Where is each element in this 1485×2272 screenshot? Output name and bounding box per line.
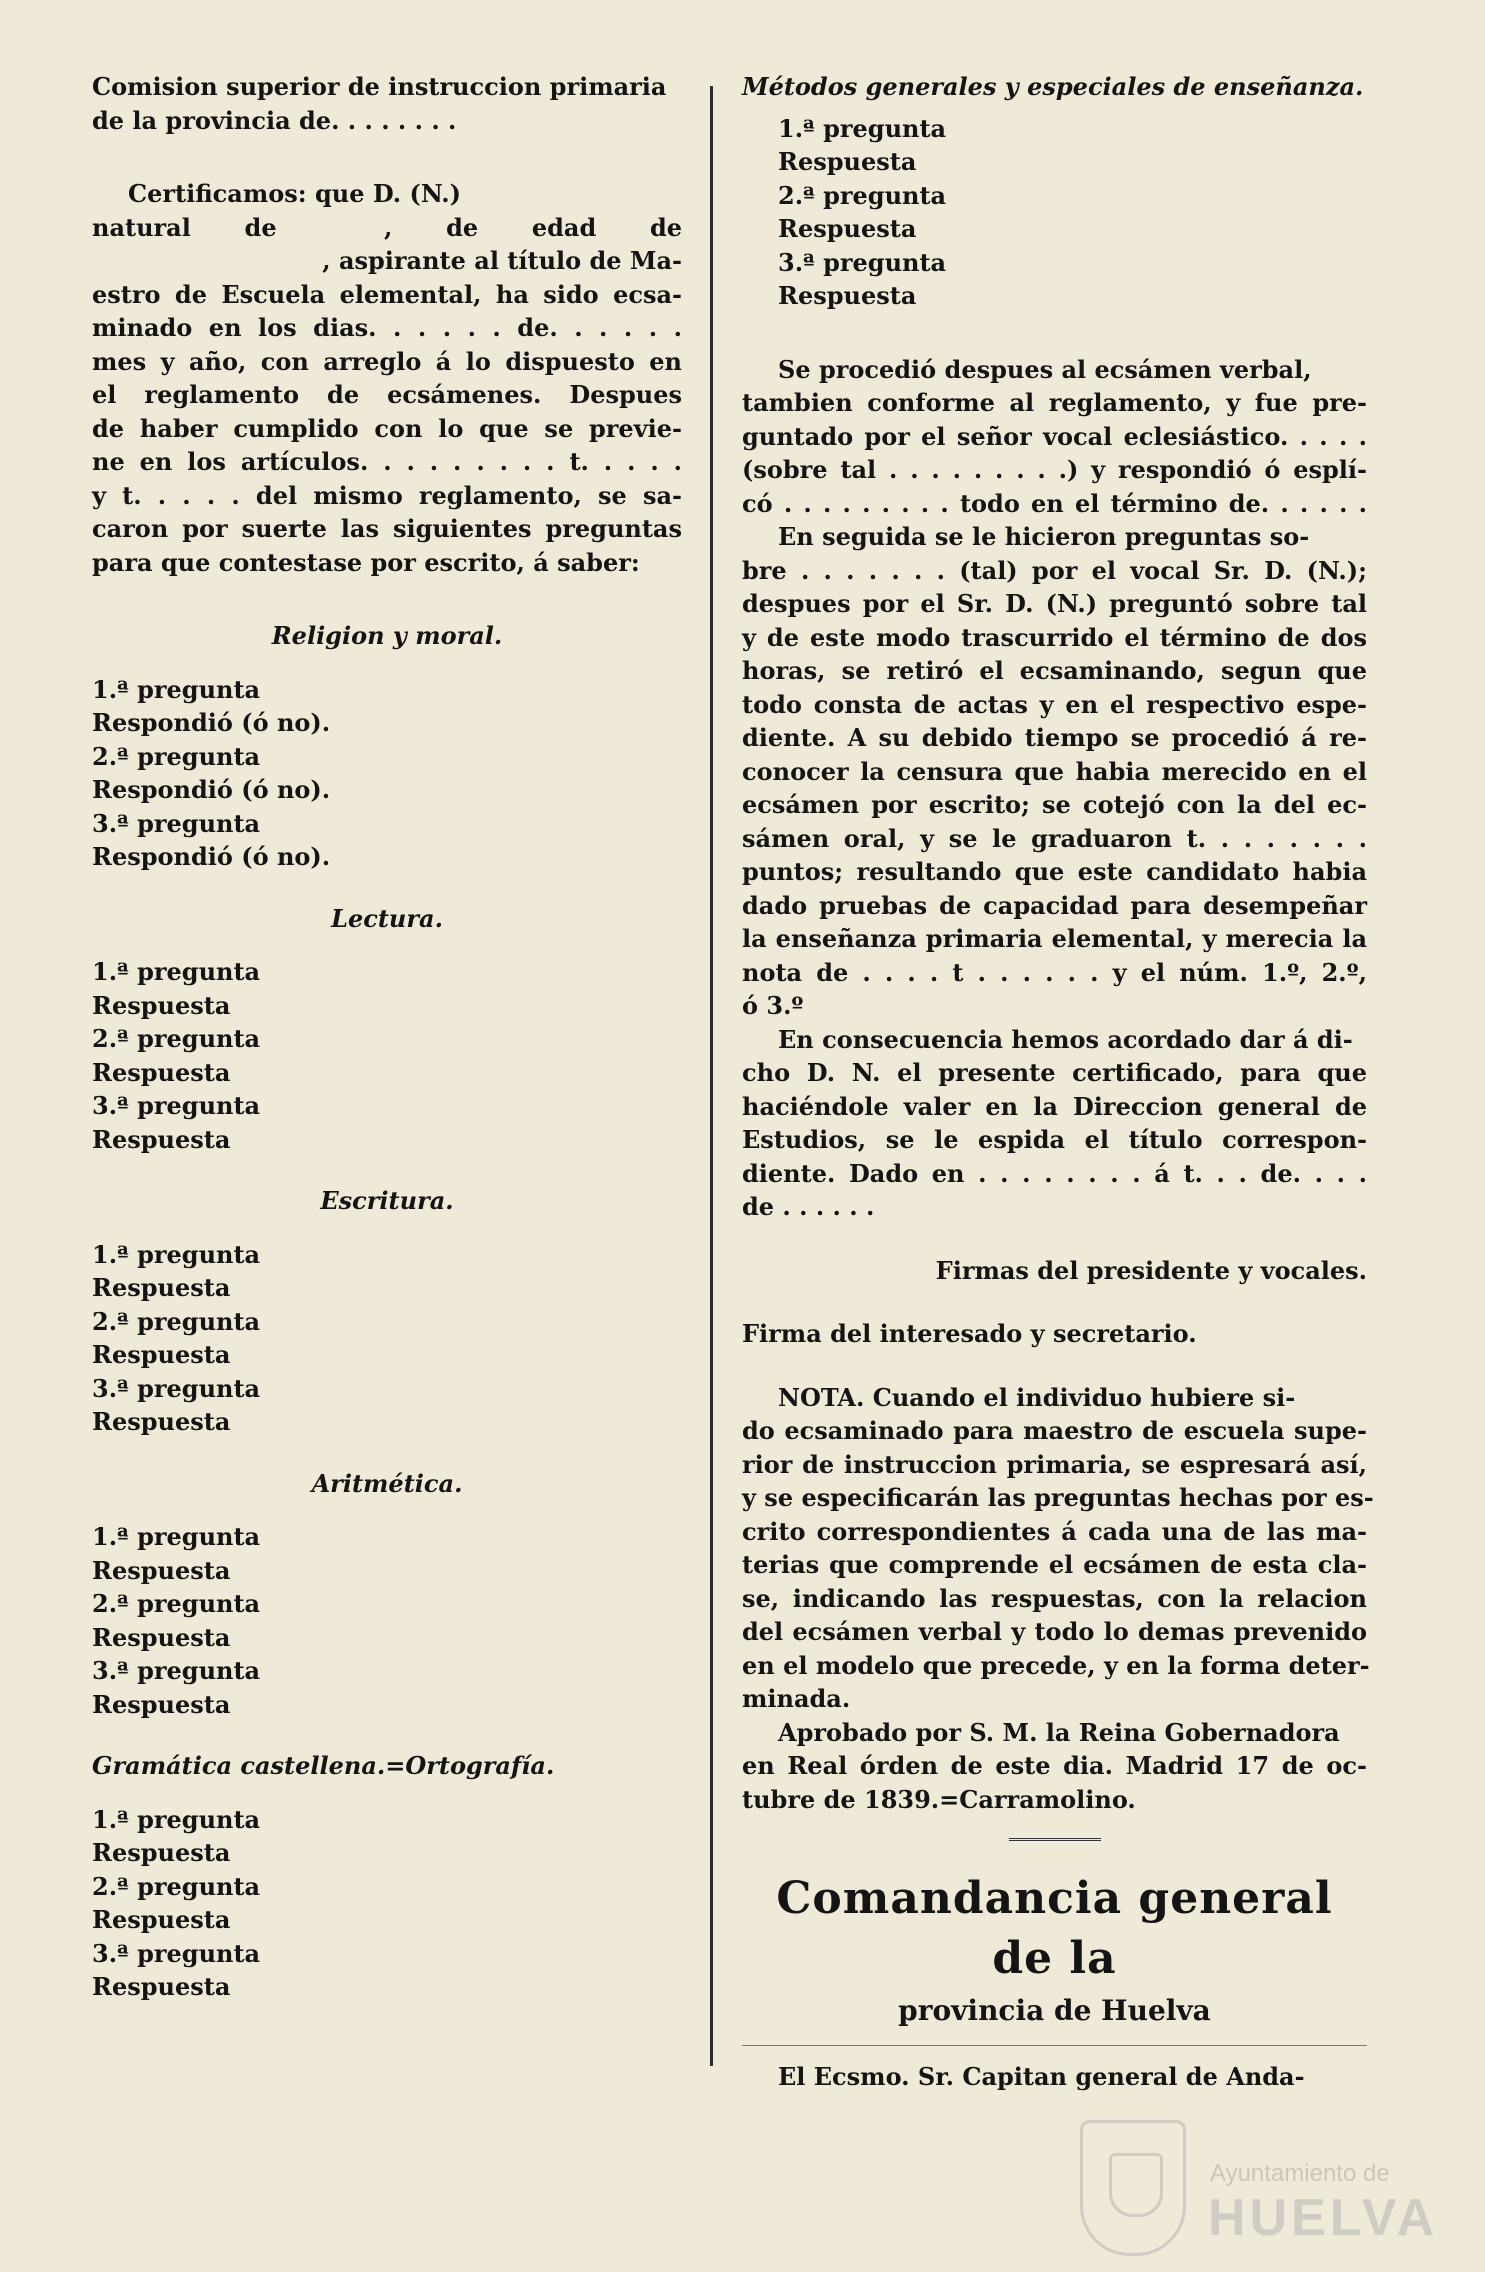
answer-label: Respuesta [92, 1057, 231, 1087]
question-label: 2.ª pregunta [778, 180, 947, 210]
text-line: conocer la censura que habia merecido en el [742, 756, 1367, 786]
text-line: sámen oral, y se le graduaron t. . . . . . . . [742, 823, 1367, 853]
text-line: y t. . . . . del mismo reglamento, se sa- [92, 480, 682, 510]
text-line: En consecuencia hemos acordado dar á di- [778, 1024, 1353, 1054]
city-council-watermark [1080, 2120, 1439, 2260]
text-line: minada. [742, 1684, 851, 1713]
text-line: Estudios, se le espida el título correspon- [742, 1125, 1367, 1154]
answer-label: Respuesta [778, 147, 917, 176]
signature-party: Firma del interesado y secretario. [742, 1319, 1197, 1348]
text-line: tambien conforme al reglamento, y fue pre- [742, 388, 1367, 417]
answer-label: Respuesta [92, 1622, 231, 1652]
answer-label: Respuesta [778, 281, 917, 310]
left-column [92, 70, 682, 2004]
crest-icon [1080, 2120, 1186, 2256]
nota-text [742, 1381, 1374, 1817]
question-label: 2.ª pregunta [92, 1024, 261, 1053]
answer-label: Respondió (ó no). [92, 708, 331, 737]
watermark-line: Ayuntamiento de [1210, 2160, 1390, 2187]
section-heading: Escritura. [320, 1186, 454, 1215]
answer-label: Respuesta [92, 1689, 231, 1719]
section-title: Comandancia general de la [776, 1873, 1333, 1984]
answer-label: Respuesta [92, 1905, 231, 1934]
question-sections [92, 579, 682, 2004]
text-line: Aprobado por S. M. la Reina Gobernadora [778, 1717, 1340, 1747]
text-line: puntos; resultando que este candidato habia [742, 857, 1367, 886]
methods-heading: Métodos generales y especiales de enseñanza. [742, 72, 1364, 101]
section-heading: Aritmética. [311, 1468, 463, 1498]
text-line: para que contestase por escrito, á saber: [92, 547, 640, 577]
question-label: 1.ª pregunta [92, 957, 261, 986]
answer-label: Respuesta [92, 990, 231, 1020]
text-line: En seguida se le hicieron preguntas so- [778, 522, 1310, 551]
question-label: 3.ª pregunta [92, 1373, 261, 1403]
question-label: 3.ª pregunta [92, 1938, 261, 1968]
text-line: de haber cumplido con lo que se previe- [92, 413, 682, 443]
answer-label: Respuesta [778, 214, 917, 243]
text-line: Certificamos: que D. (N.) [128, 179, 461, 208]
text-line: la enseñanza primaria elemental, y merecia la [742, 924, 1367, 953]
section-heading: Gramática castellena.=Ortografía. [92, 1751, 555, 1780]
verbal-exam-text [742, 353, 1367, 1224]
text-line: (sobre tal . . . . . . . . .) y respondió ó esplí- [742, 455, 1367, 484]
left-header [92, 70, 682, 137]
text-line: en Real órden de este dia. Madrid 17 de oc- [742, 1751, 1367, 1780]
column-divider [710, 86, 713, 2066]
text-line: diente. Dado en . . . . . . . . á t. . . de. . . . [742, 1158, 1367, 1188]
text-line: en el modelo que precede, y en la forma deter- [742, 1650, 1370, 1680]
answer-label: Respuesta [92, 1273, 231, 1302]
text-line: se, indicando las respuestas, con la relacion [742, 1583, 1367, 1613]
answer-label: Respondió (ó no). [92, 775, 331, 804]
header-line: de la provincia de. . . . . . . . [92, 105, 457, 135]
text-line: caron por suerte las siguientes preguntas [92, 514, 682, 543]
text-line: NOTA. Cuando el individuo hubiere si- [778, 1382, 1296, 1412]
text-line: haciéndole valer en la Direccion general de [742, 1091, 1367, 1121]
text-line: dado pruebas de capacidad para desempeñar [742, 890, 1367, 920]
double-rule-divider [1009, 1838, 1101, 1845]
text-line: terias que comprende el ecsámen de esta cla- [742, 1550, 1367, 1579]
answer-label: Respuesta [92, 1124, 231, 1154]
question-label: 1.ª pregunta [778, 113, 947, 143]
section-heading: Lectura. [331, 903, 443, 933]
text-line: Se procedió despues al ecsámen verbal, [778, 354, 1312, 384]
text-line: diente. A su debido tiempo se procedió á re- [742, 723, 1367, 752]
certificate-text [92, 177, 682, 579]
text-line: tubre de 1839.=Carramolino. [742, 1784, 1136, 1814]
answer-label: Respondió (ó no). [92, 842, 331, 871]
text-line: natural de ​ , de edad de [92, 212, 682, 242]
methods-questions [742, 112, 1367, 313]
question-label: 1.ª pregunta [92, 1239, 261, 1269]
text-line: del ecsámen verbal y todo lo demas prevenido [742, 1617, 1367, 1646]
text-line: có . . . . . . . . . todo en el término de. . . . . . [742, 488, 1367, 518]
question-label: 2.ª pregunta [92, 1871, 261, 1901]
text-line: ó 3.º [742, 991, 804, 1020]
text-line: de . . . . . . [742, 1192, 875, 1221]
header-line: Comision superior de instruccion primaria [92, 72, 667, 101]
text-line: despues por el Sr. D. (N.) preguntó sobre tal [742, 589, 1367, 618]
answer-label: Respuesta [92, 1555, 231, 1585]
text-line: crito correspondientes á cada una de las ma- [742, 1516, 1367, 1546]
watermark-line: HUELVA [1208, 2189, 1439, 2247]
text-line: y de este modo trascurrido el término de dos [742, 622, 1367, 652]
text-line: ne en los artículos. . . . . . . . . t. . . . . [92, 447, 682, 476]
thin-rule-divider [742, 2045, 1367, 2046]
text-line: bre . . . . . . . (tal) por el vocal Sr. D. (N.); [742, 555, 1367, 585]
question-label: 3.ª pregunta [92, 1091, 261, 1120]
text-line: mes y año, con arreglo á lo dispuesto en [92, 346, 682, 376]
text-line: estro de Escuela elemental, ha sido ecsa- [92, 279, 682, 309]
text-line: ecsámen por escrito; se cotejó con la del ec- [742, 790, 1367, 819]
answer-label: Respuesta [92, 1838, 231, 1867]
section-heading: Religion y moral. [271, 621, 503, 650]
text-line: horas, se retiró el ecsaminando, segun que [742, 656, 1367, 685]
text-line: rior de instruccion primaria, se espresará así, [742, 1449, 1367, 1479]
text-line: el reglamento de ecsámenes. Despues [92, 380, 682, 409]
right-column [742, 70, 1374, 2094]
answer-label: Respuesta [92, 1340, 231, 1369]
signature-officials: Firmas del presidente y vocales. [935, 1255, 1367, 1285]
question-label: 3.ª pregunta [92, 808, 261, 838]
question-label: 2.ª pregunta [92, 1589, 261, 1618]
question-label: 1.ª pregunta [92, 1804, 261, 1834]
question-label: 3.ª pregunta [778, 247, 947, 277]
text-line: minado en los dias. . . . . . de. . . . . . [92, 313, 682, 342]
question-label: 1.ª pregunta [92, 1522, 261, 1551]
text-line: cho D. N. el presente certificado, para que [742, 1058, 1367, 1087]
last-line: El Ecsmo. Sr. Capitan general de Anda- [778, 2062, 1305, 2091]
answer-label: Respuesta [92, 1972, 231, 2001]
text-line: y se especificarán las preguntas hechas por es- [742, 1483, 1374, 1512]
question-label: 3.ª pregunta [92, 1656, 261, 1685]
question-label: 2.ª pregunta [92, 1306, 261, 1336]
text-line: nota de . . . . t . . . . . . y el núm. 1.º, 2.º, [742, 957, 1367, 987]
answer-label: Respuesta [92, 1407, 231, 1436]
text-line: , aspirante al título de Ma- [322, 246, 682, 275]
question-label: 2.ª pregunta [92, 741, 261, 771]
section-subtitle: provincia de Huelva [898, 1994, 1211, 2027]
question-label: 1.ª pregunta [92, 674, 261, 704]
text-line: todo consta de actas y en el respectivo espe- [742, 689, 1367, 719]
text-line: guntado por el señor vocal eclesiástico. . . . . [742, 421, 1367, 451]
text-line: do ecsaminado para maestro de escuela supe- [742, 1416, 1367, 1445]
